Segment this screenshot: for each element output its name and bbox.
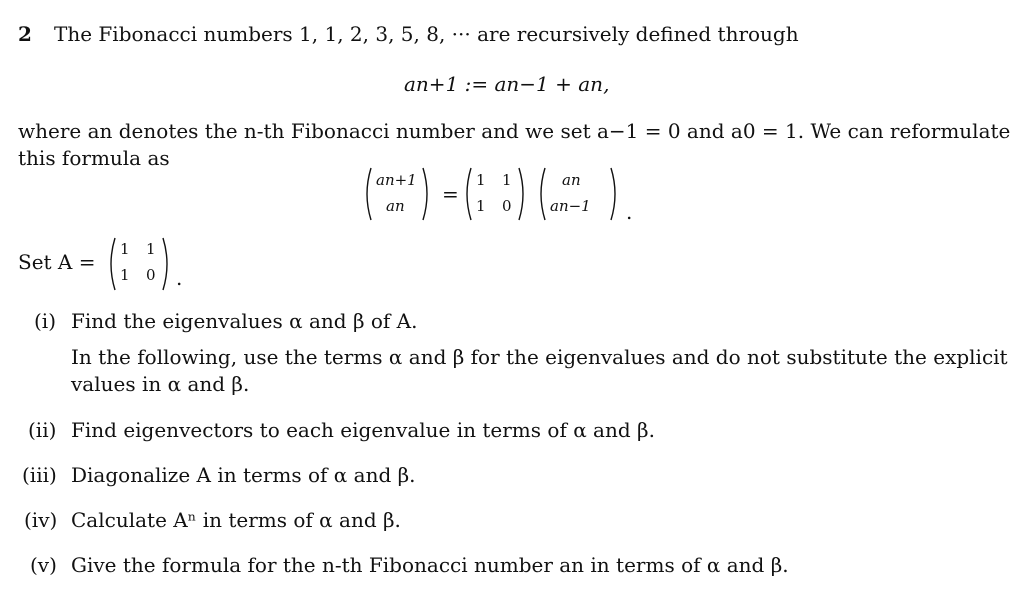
rhs-vector — [536, 166, 622, 222]
part-label: (iv) — [24, 508, 58, 532]
matrix-cell: 1 — [476, 171, 486, 189]
matrix-cell: 1 — [146, 240, 156, 258]
rhs-bottom: an−1 — [550, 197, 591, 215]
lhs-bottom: an — [386, 197, 405, 215]
problem-number: 2 — [18, 22, 32, 46]
set-a-prefix: Set A = — [18, 250, 96, 274]
right-paren-icon — [422, 166, 432, 222]
recurrence-formula: an+1 := an−1 + an, — [404, 72, 610, 96]
part-text: Calculate Aⁿ in terms of α and β. — [71, 508, 401, 532]
note-text: In the following, use the terms α and β for the eigenvalues and do not substitute the explicit — [71, 345, 1008, 369]
set-a-period: . — [176, 266, 183, 290]
right-paren-icon — [610, 166, 620, 222]
coefficient-matrix — [462, 166, 528, 222]
matrix-cell: 1 — [502, 171, 512, 189]
equation-period: . — [626, 200, 633, 224]
part-text: Give the formula for the n-th Fibonacci number an in terms of α and β. — [71, 553, 789, 577]
part-text: Find the eigenvalues α and β of A. — [71, 309, 418, 333]
left-paren-icon — [106, 236, 116, 292]
matrix-cell: 1 — [120, 266, 130, 284]
equals-sign: = — [442, 182, 459, 206]
rhs-top: an — [562, 171, 581, 189]
matrix-cell: 1 — [476, 197, 486, 215]
lhs-top: an+1 — [376, 171, 417, 189]
part-text: Diagonalize A in terms of α and β. — [71, 463, 416, 487]
part-label: (i) — [34, 309, 57, 333]
matrix-cell: 0 — [502, 197, 512, 215]
note-text: values in α and β. — [71, 372, 250, 396]
part-label: (v) — [30, 553, 57, 577]
matrix-a — [106, 236, 172, 292]
part-label: (iii) — [22, 463, 57, 487]
right-paren-icon — [518, 166, 528, 222]
part-label: (ii) — [28, 418, 57, 442]
left-paren-icon — [536, 166, 546, 222]
lhs-vector — [362, 166, 432, 222]
left-paren-icon — [362, 166, 372, 222]
right-paren-icon — [162, 236, 172, 292]
matrix-cell: 0 — [146, 266, 156, 284]
part-text: Find eigenvectors to each eigenvalue in terms of α and β. — [71, 418, 655, 442]
reformulate-text: this formula as — [18, 146, 170, 170]
matrix-cell: 1 — [120, 240, 130, 258]
intro-text: The Fibonacci numbers 1, 1, 2, 3, 5, 8, ··· are recursively defined through — [54, 22, 799, 46]
left-paren-icon — [462, 166, 472, 222]
where-text: where an denotes the n-th Fibonacci number and we set a−1 = 0 and a0 = 1. We can reformulate — [18, 119, 1011, 143]
